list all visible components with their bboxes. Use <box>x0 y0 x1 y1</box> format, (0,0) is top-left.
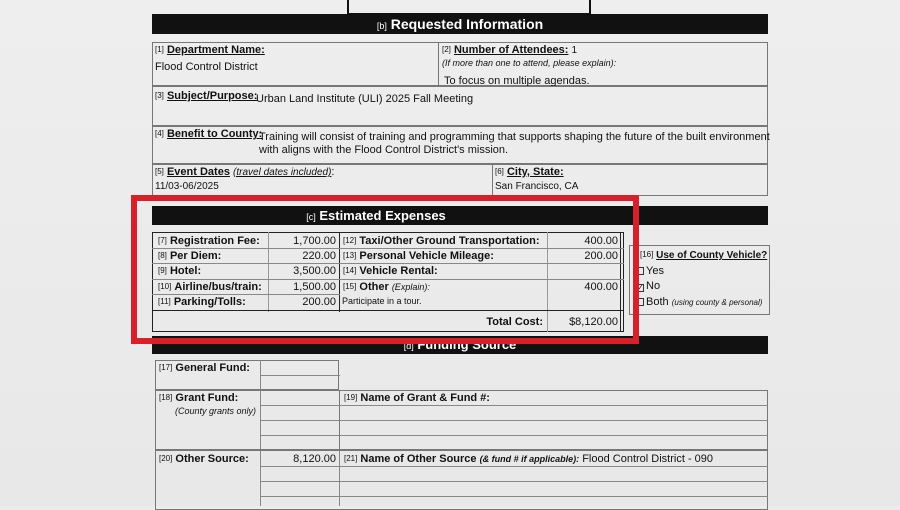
section-title: Funding Source <box>417 337 517 352</box>
expense-label: [11] Parking/Tolls: <box>158 296 246 308</box>
city-label: [6] City, State: <box>495 166 564 178</box>
section-number: [b] <box>376 21 387 31</box>
subject-value: Urban Land Institute (ULI) 2025 Fall Meeting <box>256 93 474 105</box>
expense-label: [7] Registration Fee: <box>158 235 260 247</box>
highlight-box <box>131 195 639 344</box>
attendees-explain: To focus on multiple agendas. <box>444 75 590 87</box>
benefit-line-1: Training will consist of training and programming that supports shaping the future of the built environment <box>259 131 770 143</box>
attendees-label: [2] Number of Attendees: 1 <box>442 44 578 56</box>
expense-label: [8] Per Diem: <box>158 250 222 262</box>
total-cost-value: $8,120.00 <box>569 316 618 328</box>
expense-amount: 1,700.00 <box>293 235 336 247</box>
expense-label: [14] Vehicle Rental: <box>343 265 438 277</box>
attendees-note: (If more than one to attend, please explain): <box>442 58 617 68</box>
other-name-label: [21] Name of Other Source (& fund # if applicable): Flood Control District - 090 <box>344 453 714 465</box>
department-value: Flood Control District <box>155 61 258 73</box>
requested-info-header <box>152 14 768 34</box>
expense-amount: 3,500.00 <box>293 265 336 277</box>
checked-checkbox-icon[interactable]: ✓ <box>637 283 644 292</box>
vehicle-option-yes[interactable]: Yes <box>636 265 664 277</box>
section-title: Estimated Expenses <box>319 208 446 223</box>
expense-label: [10] Airline/bus/train: <box>158 281 262 293</box>
expense-amount: 220.00 <box>302 250 336 262</box>
benefit-label: [4] Benefit to County: <box>155 128 263 140</box>
grant-fund-label: [18] Grant Fund: <box>159 392 239 404</box>
expense-label: [9] Hotel: <box>158 265 202 277</box>
expense-amount: 200.00 <box>302 296 336 308</box>
expense-amount: 1,500.00 <box>293 281 336 293</box>
vehicle-label: [16] Use of County Vehicle? <box>640 250 768 261</box>
vehicle-option-no[interactable]: ✓ No <box>637 280 661 292</box>
dates-label: [5] Event Dates (travel dates included): <box>155 166 335 178</box>
dates-value: 11/03-06/2025 <box>155 181 219 192</box>
vehicle-option-both[interactable]: Both (using county & personal) <box>636 296 762 308</box>
department-label: [1] Department Name: <box>155 44 265 56</box>
total-cost-label: Total Cost: <box>486 316 543 328</box>
benefit-line-2: with aligns with the Flood Control District's mission. <box>259 144 509 156</box>
expense-amount: 400.00 <box>584 235 618 247</box>
expense-label: [15] Other (Explain): <box>343 281 430 293</box>
city-value: San Francisco, CA <box>495 181 579 192</box>
section-number: [d] <box>403 341 414 351</box>
other-source-label: [20] Other Source: <box>159 453 249 465</box>
grant-fund-note: (County grants only) <box>175 406 257 416</box>
top-header-box <box>347 0 591 15</box>
other-source-value: 8,120.00 <box>293 453 336 465</box>
expense-label: [12] Taxi/Other Ground Transportation: <box>343 235 540 247</box>
general-fund-label: [17] General Fund: <box>159 362 250 374</box>
section-title: Requested Information <box>390 16 544 32</box>
subject-label: [3] Subject/Purpose: <box>155 90 258 102</box>
grant-name-label: [19] Name of Grant & Fund #: <box>344 392 490 404</box>
section-number: [c] <box>306 212 316 222</box>
expense-amount: 400.00 <box>584 281 618 293</box>
expense-amount: 200.00 <box>584 250 618 262</box>
expense-label: [13] Personal Vehicle Mileage: <box>343 250 494 262</box>
other-explain: Participate in a tour. <box>342 296 422 306</box>
